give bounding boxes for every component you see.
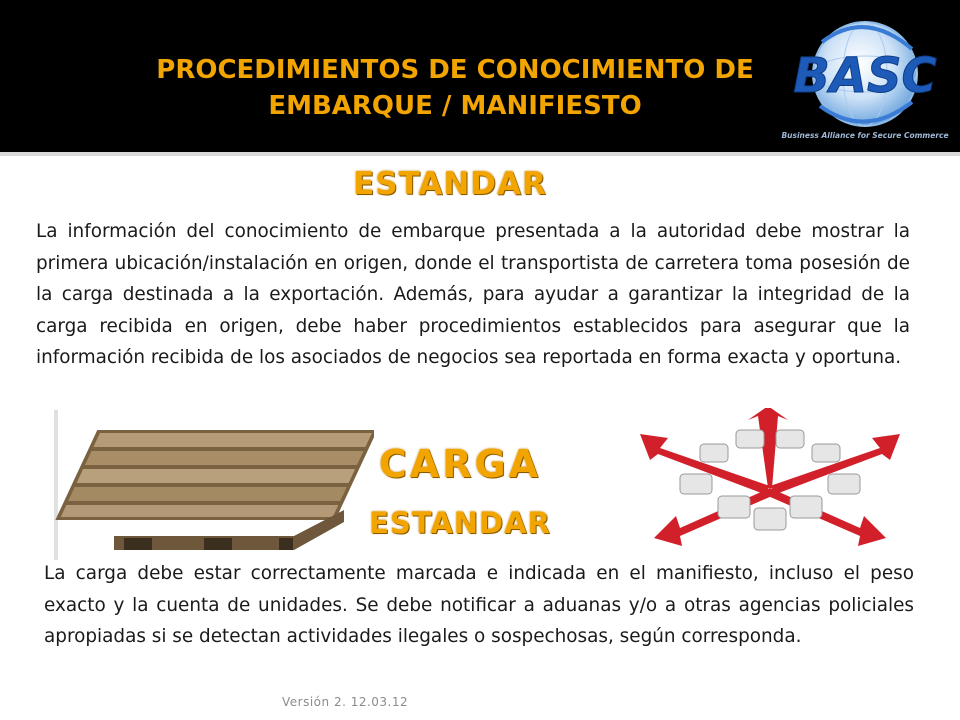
carga-paragraph: La carga debe estar correctamente marcada e indicada en el manifiesto, incluso el peso exacto y la cuenta de unidades. Se debe notificar a aduanas y/o a otras agencias policiales apropiadas si se detectan actividades ilegales o sospechosas, según corresponda. xyxy=(44,563,914,647)
basc-logo-icon xyxy=(762,14,958,148)
estandar-paragraph: La información del conocimiento de embarque presentada a la autoridad debe mostrar la primera ubicación/instalación en origen, donde el transportista de carretera toma posesión de la carga destinada a la exportación. Además, para ayudar a garantizar la integridad de la carga recibida en origen, debe haber procedimientos establecidos para asegurar que la información recibida de los asociados de negocios sea reportada en forma exacta y oportuna. xyxy=(36,221,910,368)
title-line-2: EMBARQUE / MANIFIESTO xyxy=(268,91,642,121)
delivery-vans-arrows-icon xyxy=(640,408,900,558)
section-heading-carga: CARGA xyxy=(378,442,542,486)
section-subheading-estandar: ESTANDAR xyxy=(369,506,551,540)
logo-tagline: Business Alliance for Secure Commerce xyxy=(781,131,949,140)
logo-text: BASC xyxy=(793,48,937,104)
title-line-1: PROCEDIMIENTOS DE CONOCIMIENTO DE xyxy=(156,55,754,85)
header-divider xyxy=(0,152,960,156)
page-title xyxy=(95,52,815,124)
section-heading-estandar: ESTANDAR xyxy=(353,166,547,202)
version-footer: Versión 2. 12.03.12 xyxy=(282,695,409,709)
